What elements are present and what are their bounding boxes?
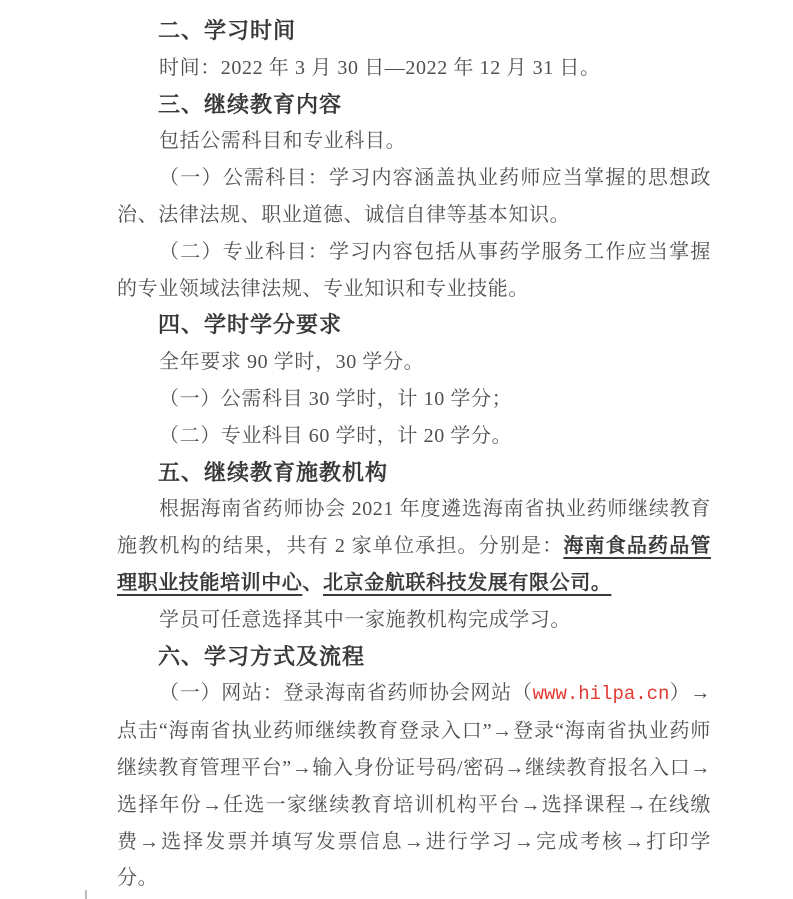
paragraph-subjects-overview: 包括公需科目和专业科目。 — [159, 130, 407, 153]
paragraph-professional-credits: （二）专业科目 60 学时，计 20 学分。 — [159, 424, 513, 447]
paragraph-public-credits: （一）公需科目 30 学时，计 10 学分； — [159, 387, 513, 410]
section-heading-study-time: 二、学习时间 — [158, 18, 297, 43]
procedure-intro-text: （一）网站：登录海南省药师协会网站（ — [159, 682, 533, 705]
paragraph-study-time: 时间：2022 年 3 月 30 日—2022 年 12 月 31 日。 — [159, 56, 601, 79]
section-heading-education-content: 三、继续教育内容 — [158, 91, 343, 117]
org-name-separator: 、 — [302, 571, 324, 594]
paragraph-public-subject: （一）公需科目：学习内容涵盖执业药师应当掌握的思想政治、法律法规、职业道德、诚信自律等基本知识。 — [117, 167, 711, 226]
institutions-intro-text: 根据海南省药师协会 2021 年度遴选海南省执业药师继续教育施教机构的结果，共有 2 家单位承担。分别是： — [117, 498, 711, 558]
procedure-steps-text: ）→点击“海南省执业药师继续教育登录入口”→登录“海南省执业药师继续教育管理平台”→输入身份证号码/密码→继续教育报名入口→选择年份→任选一家继续教育培训机构平台→选择课程→在线缴费→选择发票并填写发票信息→进行学习→完成考核→打印学分。 — [117, 682, 711, 890]
paragraph-choose-institution: 学员可任意选择其中一家施教机构完成学习。 — [159, 608, 571, 631]
paragraph-institutions — [117, 491, 711, 601]
section-heading-credit-requirements: 四、学时学分要求 — [158, 312, 343, 338]
section-heading-institutions: 五、继续教育施教机构 — [158, 459, 389, 485]
paragraph-professional-subject: （二）专业科目：学习内容包括从事药学服务工作应当掌握的专业领域法律法规、专业知识和专业技能。 — [117, 240, 711, 300]
url-link[interactable]: www.hilpa.cn — [532, 683, 670, 706]
org-name-hainan-training-center: 海南食品药品管理职业技能培训中心 — [117, 535, 711, 594]
org-name-beijing-jinhanglian: 北京金航联科技发展有限公司。 — [323, 571, 612, 594]
paragraph-website-procedure — [117, 675, 711, 897]
section-heading-study-method: 六、学习方式及流程 — [158, 643, 366, 669]
scan-artifact-mark — [85, 890, 87, 899]
paragraph-total-credits: 全年要求 90 学时，30 学分。 — [159, 351, 425, 374]
